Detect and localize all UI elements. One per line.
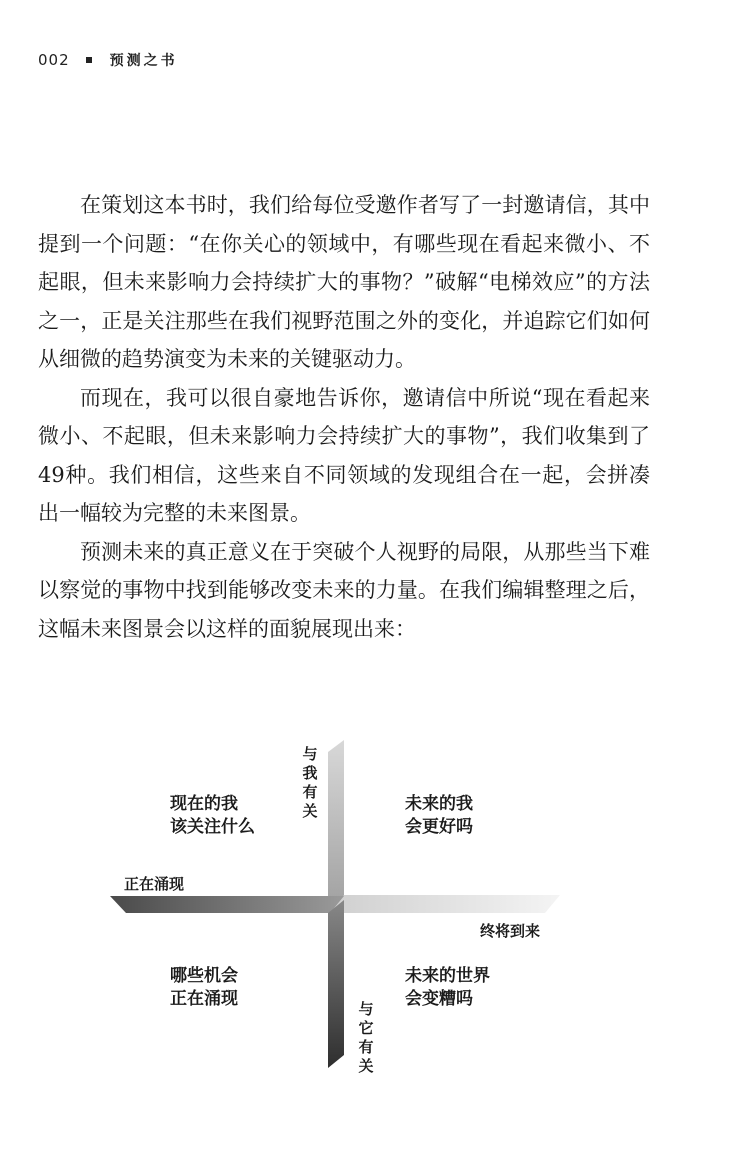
axis-arm-right (328, 895, 560, 913)
quadrant-bottom-right (405, 965, 490, 1011)
axis-label-bottom: 与它有关 (358, 1000, 374, 1075)
quadrant-bottom-right-line-1: 未来的世界 (405, 966, 490, 986)
paragraph-3: 预测未来的真正意义在于突破个人视野的局限，从那些当下难以察觉的事物中找到能够改变未来的力量。在我们编辑整理之后，这幅未来图景会以这样的面貌展现出来： (38, 539, 650, 641)
axis-arm-left (110, 896, 344, 913)
page-number: 002 (38, 51, 70, 69)
quadrant-bottom-left-line-2: 正在涌现 (170, 989, 238, 1009)
quadrant-top-right-line-2: 会更好吗 (405, 817, 473, 837)
axis-label-right: 终将到来 (480, 922, 541, 940)
axis-label-top: 与我有关 (302, 745, 318, 820)
paragraph-1: 在策划这本书时，我们给每位受邀作者写了一封邀请信，其中提到一个问题：“在你关心的领域中，有哪些现在看起来微小、不起眼，但未来影响力会持续扩大的事物？”破解“电梯效应”的方法之一，正是关注那些在我们视野范围之外的变化，并追踪它们如何从细微的趋势演变为未来的关键驱动力。 (38, 193, 650, 371)
diagram-axes (0, 720, 755, 1100)
quadrant-bottom-left-line-1: 哪些机会 (170, 966, 238, 986)
header-separator-square (86, 57, 92, 63)
quadrant-top-left (170, 793, 255, 839)
quadrant-top-right (405, 793, 473, 839)
future-map-diagram (0, 720, 755, 1100)
axis-arm-up (328, 740, 344, 910)
quadrant-bottom-left (170, 965, 238, 1011)
quadrant-top-left-line-2: 该关注什么 (170, 817, 255, 837)
paragraph-2: 而现在，我可以很自豪地告诉你，邀请信中所说“现在看起来微小、不起眼，但未来影响力会持续扩大的事物”，我们收集到了49种。我们相信，这些来自不同领域的发现组合在一起，会拼凑出一幅较为完整的未来图景。 (38, 385, 650, 525)
body-text (38, 186, 650, 648)
quadrant-top-left-line-1: 现在的我 (170, 794, 238, 814)
quadrant-top-right-line-1: 未来的我 (405, 794, 473, 814)
axis-arm-down (328, 900, 344, 1068)
quadrant-bottom-right-line-2: 会变糟吗 (405, 989, 473, 1009)
page-header (38, 50, 178, 70)
axis-label-left: 正在涌现 (124, 875, 185, 893)
book-title: 预测之书 (109, 53, 178, 69)
